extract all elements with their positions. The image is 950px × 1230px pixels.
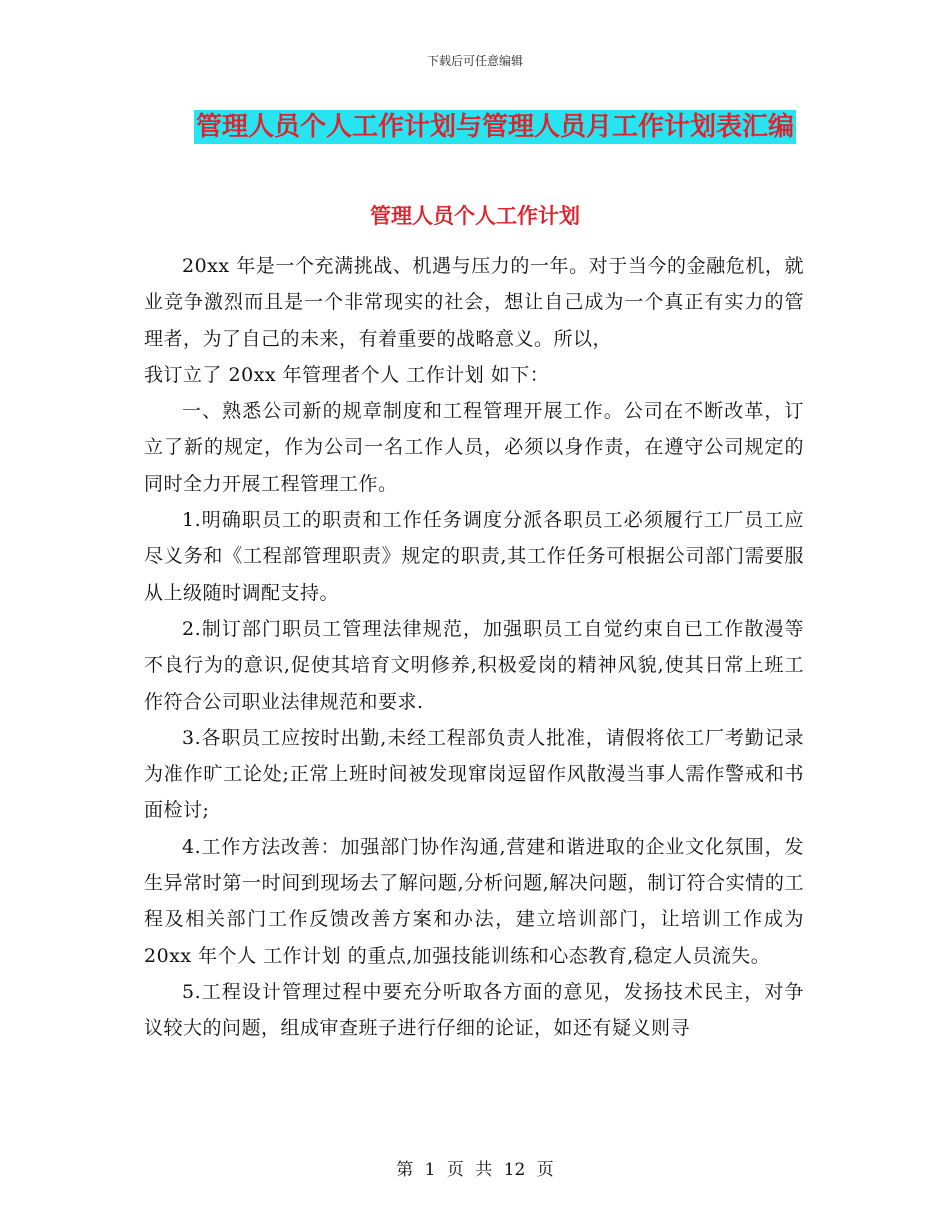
section-title: 管理人员个人工作计划 (370, 204, 580, 228)
paragraph-item-2: 2.制订部门职员工管理法律规范，加强职员工自觉约束自已工作散漫等不良行为的意识,促使其培育文明修养,积极爱岗的精神风貌,使其日常上班工作符合公司职业法律规范和要求. (144, 617, 804, 713)
document-body (144, 248, 804, 1047)
paragraph-intro-continued: 我订立了 20xx 年管理者个人 工作计划 如下： (144, 363, 550, 386)
document-main-title: 管理人员个人工作计划与管理人员月工作计划表汇编 (196, 112, 795, 142)
paragraph-item-4: 4.工作方法改善：加强部门协作沟通,营建和谐进取的企业文化氛围，发生异常时第一时间到现场去了解问题,分析问题,解决问题，制订符合实情的工程及相关部门工作反馈改善方案和办法，建立培训部门，让培训工作成为 20xx 年个人 工作计划 的重点,加强技能训练和心态教育,稳定人员流失。 (144, 835, 804, 967)
paragraph-item-5: 5.工程设计管理过程中要充分听取各方面的意见，发扬技术民主，对争议较大的问题，组成审查班子进行仔细的论证，如还有疑义则寻 (144, 980, 804, 1040)
paragraph-item-3: 3.各职员工应按时出勤,未经工程部负责人批准，请假将依工厂考勤记录为准作旷工论处;正常上班时间被发现窜岗逗留作风散漫当事人需作警戒和书面检讨; (144, 726, 804, 822)
paragraph-intro: 20xx 年是一个充满挑战、机遇与压力的一年。对于当今的金融危机，就业竞争激烈而且是一个非常现实的社会，想让自己成为一个真正有实力的管理者，为了自己的未来，有着重要的战略意义。所以， (144, 255, 804, 350)
page-footer: 第 1 页 共 12 页 (396, 1160, 554, 1180)
header-note: 下载后可任意编辑 (426, 54, 523, 68)
paragraph-item-1: 1.明确职员工的职责和工作任务调度分派各职员工必须履行工厂员工应尽义务和《工程部管理职责》规定的职责,其工作任务可根据公司部门需要服从上级随时调配支持。 (144, 509, 804, 604)
paragraph-section-one: 一、熟悉公司新的规章制度和工程管理开展工作。公司在不断改革，订立了新的规定，作为公司一名工作人员，必须以身作责，在遵守公司规定的同时全力开展工程管理工作。 (144, 400, 804, 495)
